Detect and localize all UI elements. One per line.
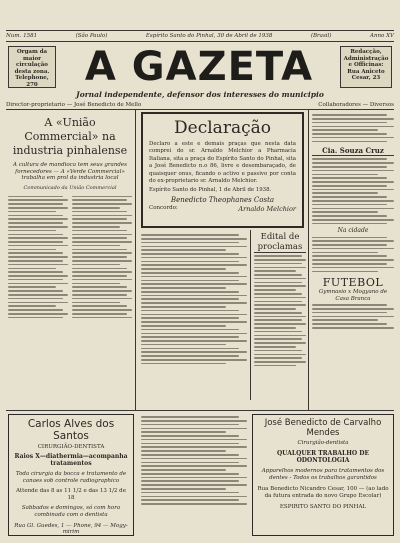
lower-middle-text [141,414,247,536]
ad-carlos-services: Raios X—diathermia—acompanha tratamentos [14,453,128,467]
circulation-box [8,46,56,88]
edital-proclamas [254,232,306,408]
declaracao-agreed: Concordo: [149,205,178,212]
declaracao-notice [141,112,304,228]
issue-number: Num. 1581 [6,33,38,39]
address-box [340,46,392,88]
issue-year: Anno XV [369,33,394,39]
ad-carlos-line1: Toda cirurgia da bocca e tratamento de canaes sob controle radiographico [15,471,127,484]
ad-carlos-address: Rua Gl. Guedes, 1 — Phone, 94 — Mogy-mirim [14,523,128,535]
ad-jose-role: Cirurgião-dentista [297,440,349,446]
article-uniao-commercial [8,116,132,410]
ad-jose-place: ESPIRITO SANTO DO PINHAL [279,504,367,510]
masthead-credits [6,102,394,110]
ad-jose-name: José Benedicto de Carvalho Mendes [264,418,382,438]
declaracao-agreed-signer: Arnaldo Melchior [238,205,296,214]
futebol-subtitle: Gymnasio x Mogyano de Casa Branca [318,289,388,302]
declaracao-place-date: Espírito Santo do Pinhal, 1 de Abril de 1938. [149,187,272,194]
futebol-title: FUTEBOL [322,276,384,290]
masthead-subtitle: Jornal independente, defensor dos interesses do municipio [76,90,324,99]
ad-carlos-line2: Attende das 8 as 11 1/2 e das 13 1/2 de 18 [16,488,126,501]
declaracao-signer: Benedicto Theophanes Costa [170,196,275,205]
issue-city: (São Paulo) [75,33,108,39]
declaracao-title: Declaração [174,118,271,138]
ad-carlos-line3: Sabbados e domingos, só com hora combinada com o dentista [21,505,121,518]
ad-jose-line2: Apparelhos modernos para tratamentos dos dentes - Todos os trabalhos garantidos [261,468,385,481]
issue-country: (Brasil) [310,33,332,39]
article-headline: A «União Commercial» na industria pinhalense [12,116,128,157]
cia-souza-title: Cia. Souza Cruz [312,146,394,156]
right-column [312,112,394,408]
article-lede: A cultura de mandioca tem seus grandes fornecedores — A «Verde Commercial» trabalha em prol da industria local [13,162,127,181]
address-box-text: Redacção, Administração e Officinas: Rua Aniceto Cesar, 23 [343,49,389,81]
collaborators-line: Collaboradores — Diversos [318,102,394,108]
circulation-box-text: Orgam da maior circulação desta zona. Telephone, 270 [14,49,50,88]
middle-article-text [141,232,247,408]
na-cidade-title: Na cidade [337,227,369,235]
issue-date: Espírito Santo do Pinhal, 30 de Abril de 1938 [145,33,273,39]
article-byline: Communicado da União Commercial [23,184,117,191]
declaracao-body: Declaro a este e demais praças que nesta data comprei do sr. Arnaldo Melchior a Pharmacia Italiana, sita a praça do Espírito Santo do Pinhal, sita a José Benedicto n.o 86, livre e desembaraçado, de quaisquer onus, ficando o activo e passivo por conta do ex-proprietario sr. Arnaldo Melchior. [149,141,296,185]
ad-carlos-name: Carlos Alves dos Santos [27,418,115,442]
ad-carlos-alves [8,414,134,536]
header-strip [6,30,394,42]
ad-carlos-role: CIRURGIÃO-DENTISTA [37,444,105,450]
edital-title: Edital de proclamas [254,232,306,253]
ad-jose-line1: QUALQUER TRABALHO DE ODONTOLOGIA [276,450,370,464]
director-line: Director-proprietario — José Benedicto de Mello [6,102,142,108]
ad-jose-line3: Rua Benedicto Nicandro Cesar, 100 — (ao lado da futura entrada do novo Grupo Escolar) [257,486,389,499]
article-body-text [8,194,132,321]
masthead-title: A GAZETA [84,44,314,90]
ad-jose-benedicto [252,414,394,536]
